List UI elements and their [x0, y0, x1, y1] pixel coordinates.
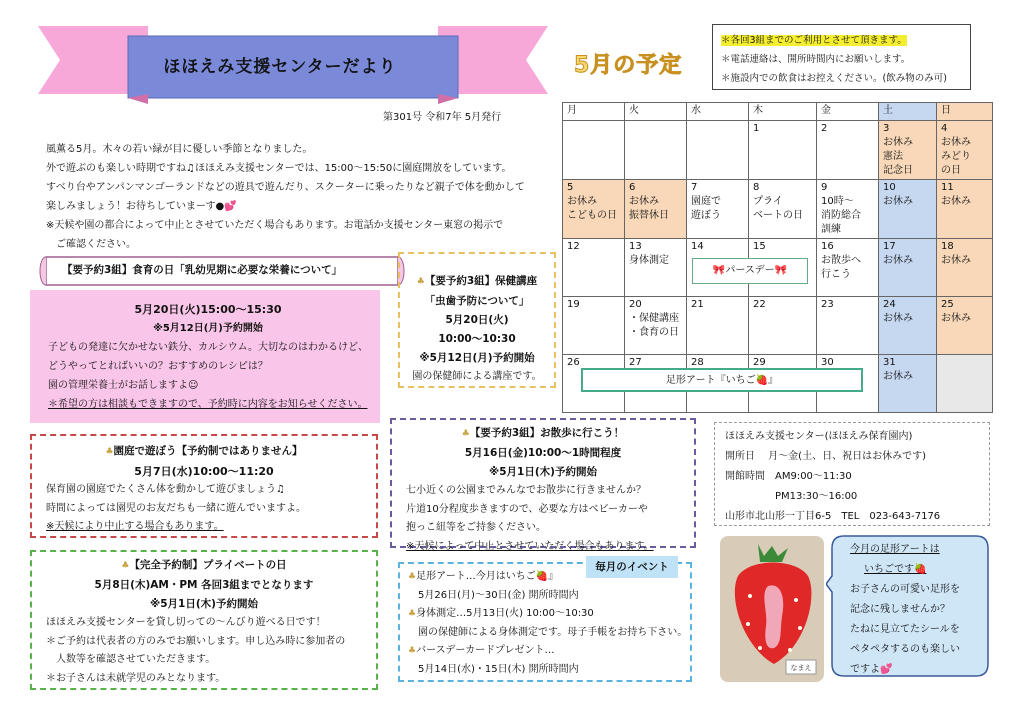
private-line: 人数等を確認させていただきます。 [46, 654, 216, 665]
notice-line: ＊電話連絡は、開所時間内にお願いします。 [721, 54, 911, 65]
hoken-topic: 「虫歯予防について」 [424, 295, 530, 307]
event-line: ♣バースデーカードプレゼント… [408, 645, 555, 656]
schedule-title: 5月の予定 [574, 53, 683, 78]
center-hours-pm: PM13:30～16:00 [725, 491, 858, 502]
calendar-header: 木 [749, 103, 817, 121]
osanpo-reserve: ※5月1日(木)予約開始 [489, 466, 597, 478]
calendar-header: 水 [687, 103, 749, 121]
shokuiku-note: ＊希望の方は相談もできますので、予約時に内容をお知らせください。 [48, 399, 368, 410]
private-heading: ♣【完全予約制】プライベートの日 [121, 559, 287, 571]
private-line: ほほえみ支援センターを貸し切っての～んびり遊べる日です！ [46, 617, 326, 628]
calendar-day-cell: 29 [749, 355, 817, 413]
center-address: 山形市北山形一丁目6-5 TEL 023-643-7176 [725, 511, 941, 522]
sprout-icon: ♣ [408, 609, 417, 619]
calendar-header: 日 [937, 103, 993, 121]
calendar-day-cell: 9 10時～ 消防総合 訓練 [817, 180, 879, 239]
calendar-day-cell: 26 [563, 355, 625, 413]
event-line: ♣身体測定…5月13日(火) 10:00～10:30 [408, 608, 594, 619]
calendar-day-cell: 24 お休み [879, 297, 937, 355]
shokuiku-line: 子どもの発達に欠かせない鉄分、カルシウム。大切なのはわかるけど、 [48, 342, 368, 353]
event-line: 園の保健師による身体測定です。母子手帳をお持ち下さい。 [408, 626, 688, 638]
notice-line: ＊各回3組までのご利用とさせて頂きます。 [721, 35, 907, 46]
private-box [30, 550, 378, 690]
calendar-day-cell: 30 [817, 355, 879, 413]
calendar-day-cell: 15 [749, 239, 817, 297]
osanpo-heading: ♣【要予約3組】お散歩に行こう！ [461, 427, 625, 439]
bubble-line: ですよ💕 [850, 664, 893, 675]
calendar-day-cell: 23 [817, 297, 879, 355]
calendar-day-cell: 13 身体測定 [625, 239, 687, 297]
calendar-day-cell [687, 121, 749, 180]
issue-info: 第301号 令和7年 5月発行 [383, 112, 502, 123]
calendar-day-cell: 18 お休み [937, 239, 993, 297]
ashigata-label: 足形アート『いちご🍓』 [581, 368, 863, 392]
calendar-day-cell [625, 121, 687, 180]
intro-line: 外で遊ぶのも楽しい時期ですね♫ほほえみ支援センターでは、15:00～15:50に園庭開放をしています。 [46, 163, 512, 174]
sprout-icon: ♣ [408, 646, 417, 656]
intro-line: 楽しみましょう！お待ちしていまーす●💕 [46, 201, 237, 212]
teien-box [30, 434, 378, 538]
calendar-day-cell: 27 [625, 355, 687, 413]
calendar-day-cell: 22 [749, 297, 817, 355]
bubble-line: たねに見立てたシールを [850, 624, 960, 635]
calendar-day-cell: 21 [687, 297, 749, 355]
event-line: 5月14日(水)・15日(木) 開所時間内 [408, 663, 579, 675]
center-info [714, 422, 990, 526]
calendar-day-cell: 6 お休み 振替休日 [625, 180, 687, 239]
bubble-line: お子さんの可愛い足形を [850, 584, 960, 595]
private-line: ＊ご予約は代表者の方のみでお願いします。申し込み時に参加者の [46, 635, 346, 647]
osanpo-box [390, 418, 696, 552]
calendar-day-cell: 25 お休み [937, 297, 993, 355]
teien-line: 保育園の園庭でたくさん体を動かして遊びましょう♫ [46, 484, 285, 495]
calendar-day-cell: 20 ・保健講座 ・食育の日 [625, 297, 687, 355]
bubble-line: 記念に残しませんか？ [850, 604, 950, 615]
hoken-heading: ♣【要予約3組】保健講座 [416, 275, 538, 287]
calendar-header: 火 [625, 103, 687, 121]
calendar-week-row [563, 121, 993, 180]
teien-line: 時間によっては園児のお友だちも一緒に遊んでいますよ。 [46, 502, 306, 514]
sprout-icon: ♣ [461, 429, 470, 439]
osanpo-note: ※天候によって中止とさせていただく場合もあります。 [406, 540, 654, 552]
calendar-header: 土 [879, 103, 937, 121]
calendar-day-cell: 10 お休み [879, 180, 937, 239]
calendar-day-cell: 14 [687, 239, 749, 297]
private-line: ＊お子さんは未就学児のみとなります。 [46, 672, 226, 684]
osanpo-date: 5月16日(金)10:00～1時間程度 [464, 447, 622, 459]
birthday-label: 🎀パースデー🎀 [692, 258, 808, 284]
hoken-reserve: ※5月12日(月)予約開始 [419, 352, 535, 364]
hoken-time: 10:00～10:30 [438, 333, 516, 345]
shokuiku-body [48, 300, 368, 414]
center-name: ほほえみ支援センター(ほほえみ保育園内) [725, 431, 913, 442]
calendar-day-cell: 12 [563, 239, 625, 297]
intro-line: ご確認ください。 [46, 239, 136, 250]
notice-box [712, 24, 971, 90]
teien-note: ※天候により中止する場合もあります。 [46, 521, 224, 532]
calendar-day-cell: 28 [687, 355, 749, 413]
teien-date: 5月7日(水)10:00～11:20 [134, 465, 274, 478]
event-line: 5月26日(月)～30日(金) 開所時間内 [408, 589, 579, 601]
calendar-day-cell: 3 お休み 憲法 記念日 [879, 121, 937, 180]
calendar-header-row [563, 103, 993, 121]
calendar-day-cell: 31 お休み [879, 355, 937, 413]
intro-line: ※天候や園の都合によって中止とさせていただく場合もあります。お電話か支援センター東窓の掲示で [46, 220, 504, 231]
hoken-desc: 園の保健師による講座です。 [412, 371, 542, 382]
calendar-week-row [563, 180, 993, 239]
calendar-day-cell: 4 お休み みどり の日 [937, 121, 993, 180]
shokuiku-reserve: ※5月12日(月)予約開始 [153, 323, 263, 334]
shokuiku-heading: 【要予約3組】食育の日「乳幼児期に必要な栄養について」 [62, 264, 343, 276]
calendar-day-cell [563, 121, 625, 180]
bubble-line: いちごです🍓 [864, 564, 927, 575]
center-hours-am: 開館時間 AM9:00～11:30 [725, 471, 852, 482]
shokuiku-date: 5月20日(火)15:00～15:30 [134, 303, 282, 316]
shokuiku-line: 園の管理栄養士がお話しますよ☺ [48, 380, 199, 391]
event-tab: 毎月のイベント [586, 556, 678, 578]
osanpo-line: 七小近くの公園までみんなでお散歩に行きませんか？ [406, 485, 646, 496]
calendar-day-cell: 11 お休み [937, 180, 993, 239]
calendar-header: 月 [563, 103, 625, 121]
teien-heading: ♣園庭で遊ぼう【予約制ではありません】 [105, 445, 303, 457]
event-box [398, 562, 692, 682]
calendar-day-cell: 19 [563, 297, 625, 355]
private-date: 5月8日(木)AM・PM 各回3組までとなります [94, 579, 314, 591]
calendar-day-cell: 2 [817, 121, 879, 180]
calendar-day-cell: 8 プライ ベートの日 [749, 180, 817, 239]
page-title: ほほえみ支援センターだより [163, 57, 397, 77]
calendar-day-cell: 17 お休み [879, 239, 937, 297]
sprout-icon: ♣ [121, 561, 130, 571]
event-line: ♣足形アート…今月はいちご🍓』 [408, 571, 559, 582]
osanpo-line: 抱っこ紐等をご持参ください。 [406, 522, 546, 533]
calendar-day-cell: 5 お休み こどもの日 [563, 180, 625, 239]
hoken-box [398, 252, 556, 388]
private-reserve: ※5月1日(木)予約開始 [150, 598, 258, 610]
intro-line: 風薫る5月。木々の若い緑が目に優しい季節となりました。 [46, 144, 313, 155]
osanpo-line: 片道10分程度歩きますので、必要な方はベビーカーや [406, 503, 648, 515]
sprout-icon: ♣ [105, 447, 114, 457]
intro-line: すべり台やアンパンマンゴーランドなどの遊具で遊んだり、スクーターに乗ったりなど親子で体を動かして [46, 182, 525, 193]
calendar-header: 金 [817, 103, 879, 121]
calendar-week-row [563, 297, 993, 355]
strawberry-footprint-image [720, 536, 824, 682]
bubble-line: ペタペタするのも楽しい [850, 644, 960, 655]
sprout-icon: ♣ [408, 572, 417, 582]
hoken-date: 5月20日(火) [445, 314, 509, 326]
shokuiku-line: どうやってとればいいの？おすすめのレシピは？ [48, 361, 268, 372]
calendar-day-cell: 1 [749, 121, 817, 180]
calendar-day-cell: 7 園庭で 遊ぼう [687, 180, 749, 239]
bubble-line: 今月の足形アートは [850, 544, 940, 555]
name-tag: なまえ [790, 664, 812, 672]
bubble-text [850, 540, 990, 680]
notice-line: ＊施設内での飲食はお控えください。(飲み物のみ可) [721, 73, 947, 84]
sprout-icon: ♣ [416, 277, 425, 287]
center-open-days: 開所日 月～金(土、日、祝日はお休みです) [725, 451, 926, 462]
calendar-day-cell: 16 お散歩へ 行こう [817, 239, 879, 297]
calendar-day-cell [937, 355, 993, 413]
intro-text [46, 140, 525, 254]
